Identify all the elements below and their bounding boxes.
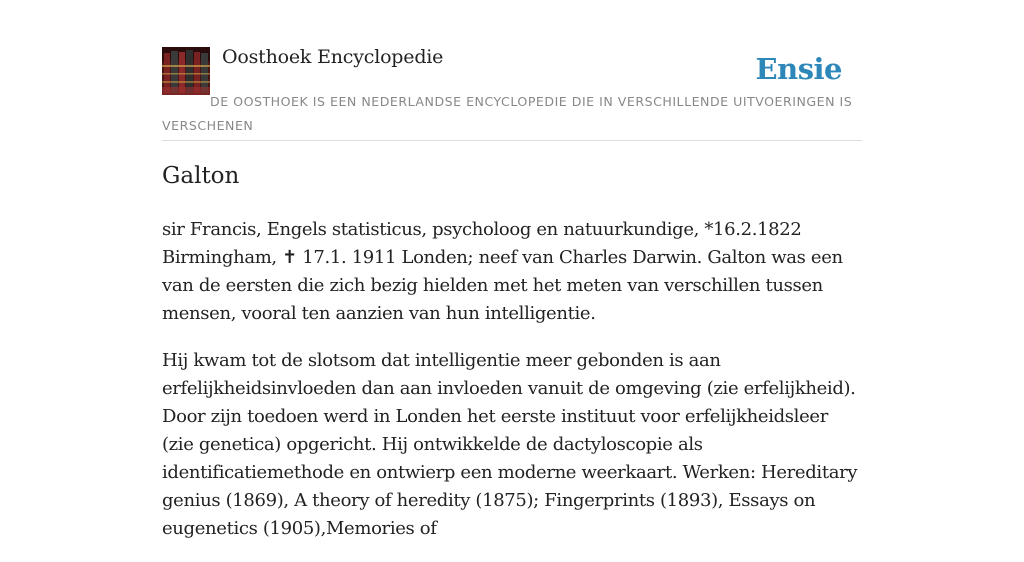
article-paragraph: Hij kwam tot de slotsom dat intelligentie meer gebonden is aan erfelijkheidsinvloeden dan aan invloeden vanuit de omgeving (zie erfelijkheid). Door zijn toedoen werd in Londen het eerste instituut voor erfelijkheidsleer (zie genetica) opgericht. Hij ontwikkelde de dactyloscopie als identificatiemethode en ontwierp een moderne weerkaart. Werken: Hereditary genius (1869), A theory of heredity (1875); Fingerprints (1893), Essays on eugenetics (1905),Memories of [162, 350, 858, 539]
article-body [162, 216, 862, 562]
site-name[interactable]: Oosthoek Encyclopedie [222, 46, 444, 68]
content-container [162, 0, 862, 539]
site-tagline: DE OOSTHOEK IS EEN NEDERLANDSE ENCYCLOPEDIE DIE IN VERSCHILLENDE UITVOERINGEN IS VERSCHENEN [162, 94, 853, 133]
encyclopedia-books-avatar[interactable] [162, 47, 210, 95]
books-icon [162, 47, 210, 95]
brand-logo-text[interactable]: Ensie [755, 52, 842, 86]
article-title: Galton [162, 163, 240, 189]
article-paragraph: sir Francis, Engels statisticus, psycholoog en natuurkundige, *16.2.1822 Birmingham, ✝ 17.1. 1911 Londen; neef van Charles Darwin. Galton was een van de eersten die zich bezig hielden met het meten van verschillen tussen mensen, vooral ten aanzien van hun intelligentie. [162, 219, 843, 324]
site-header [162, 0, 862, 141]
